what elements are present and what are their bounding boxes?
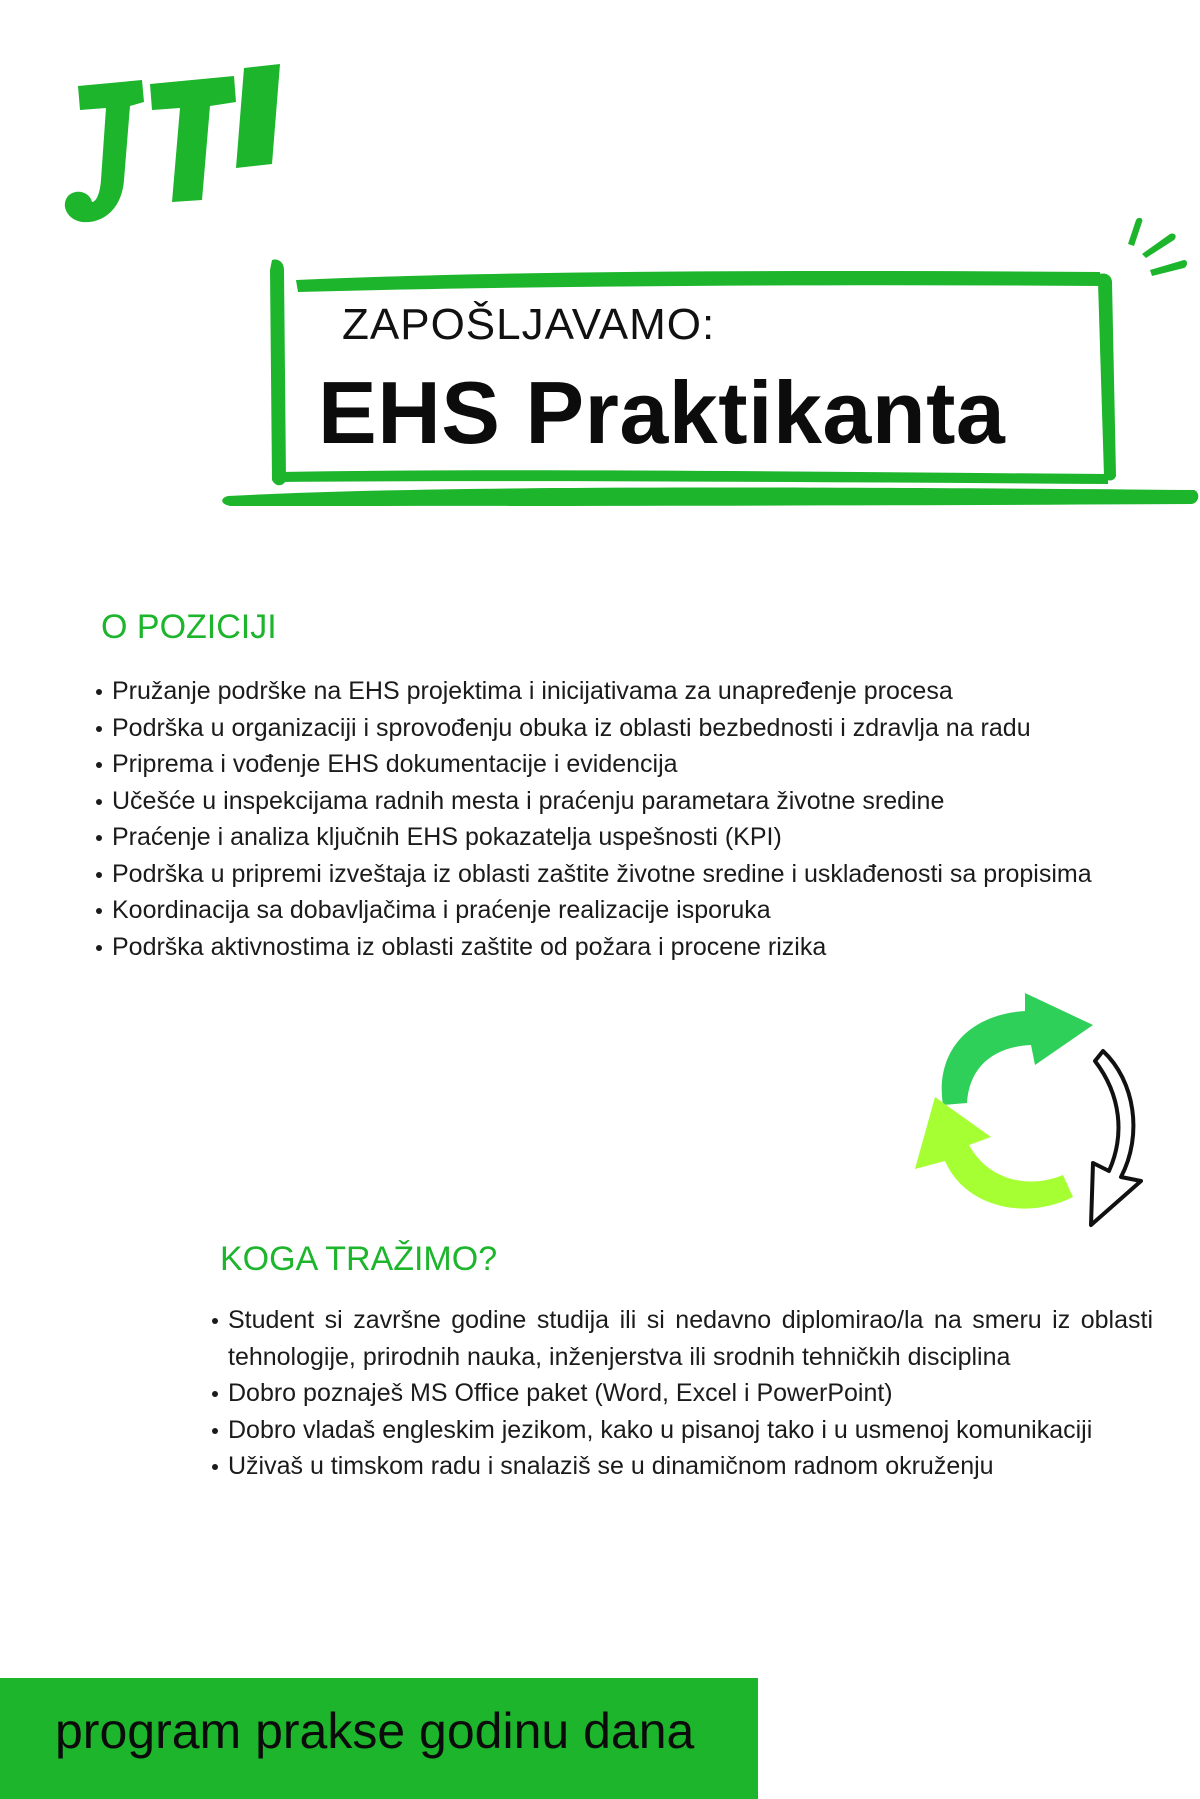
jti-logo: [64, 62, 284, 226]
cycle-arrows-icon: [895, 985, 1160, 1235]
list-item: Pružanje podrške na EHS projektima i inicijativama za unapređenje procesa: [92, 673, 1117, 710]
about-list: [92, 673, 1117, 965]
list-item: Dobro vladaš engleskim jezikom, kako u pisanoj tako i u usmenoj komunikaciji: [208, 1412, 1153, 1449]
sparkle-lines-icon: [1128, 218, 1187, 276]
headline-frame: [220, 210, 1200, 510]
list-item: Uživaš u timskom radu i snalaziš se u dinamičnom radnom okruženju: [208, 1448, 1153, 1485]
headline-small: ZAPOŠLJAVAMO:: [342, 300, 716, 349]
list-item: Priprema i vođenje EHS dokumentacije i evidencija: [92, 746, 1117, 783]
list-item: Praćenje i analiza ključnih EHS pokazatelja uspešnosti (KPI): [92, 819, 1117, 856]
looking-for-section-title: KOGA TRAŽIMO?: [220, 1240, 498, 1278]
list-item: Student si završne godine studija ili si nedavno diplomirao/la na smeru iz oblasti tehnologije, prirodnih nauka, inženjerstva ili srodnih tehničkih disciplina: [208, 1302, 1153, 1375]
footer-text: program prakse godinu dana: [55, 1703, 695, 1759]
looking-for-list: [208, 1302, 1153, 1485]
list-item: Koordinacija sa dobavljačima i praćenje realizacije isporuka: [92, 892, 1117, 929]
headline-title: EHS Praktikanta: [318, 363, 1006, 462]
list-item: Podrška u organizaciji i sprovođenju obuka iz oblasti bezbednosti i zdravlja na radu: [92, 710, 1117, 747]
list-item: Podrška u pripremi izveštaja iz oblasti zaštite životne sredine i usklađenosti sa propisima: [92, 856, 1117, 893]
list-item: Učešće u inspekcijama radnih mesta i praćenju parametara životne sredine: [92, 783, 1117, 820]
list-item: Dobro poznaješ MS Office paket (Word, Excel i PowerPoint): [208, 1375, 1153, 1412]
footer-banner: [0, 1678, 758, 1799]
about-section-title: O POZICIJI: [101, 608, 277, 646]
list-item: Podrška aktivnostima iz oblasti zaštite od požara i procene rizika: [92, 929, 1117, 966]
